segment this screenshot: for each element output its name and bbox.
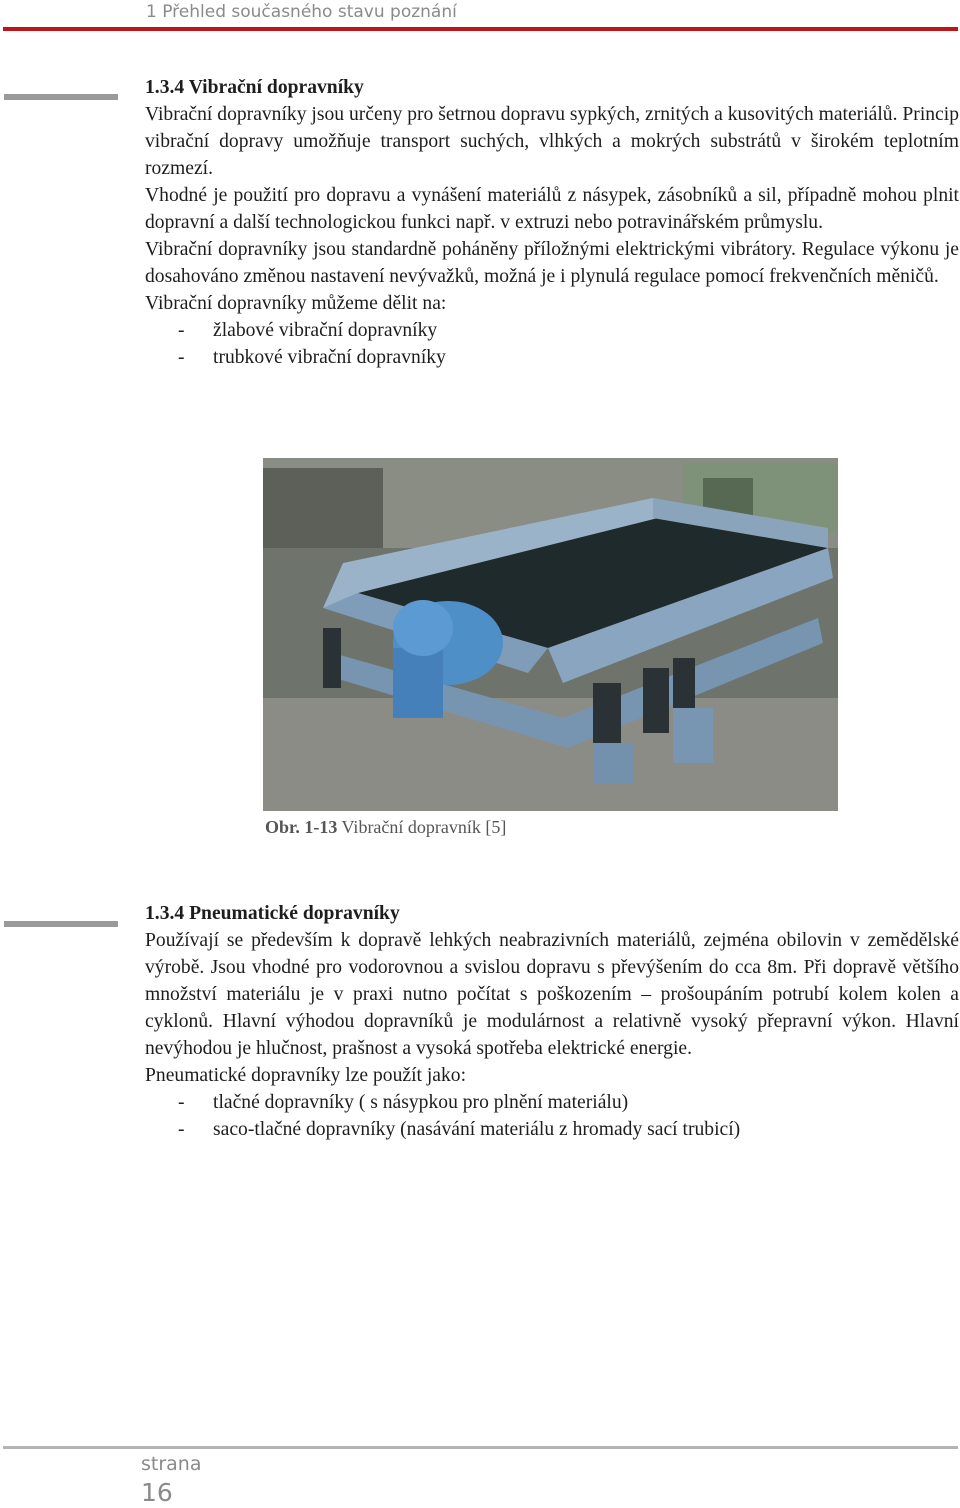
section-marker bbox=[4, 921, 118, 927]
dash-marker: - bbox=[178, 1119, 185, 1140]
dash-marker: - bbox=[178, 320, 185, 341]
page-number: 16 bbox=[141, 1478, 173, 1507]
bullet-list bbox=[145, 1089, 959, 1143]
section-heading: 1.3.4 Pneumatické dopravníky bbox=[145, 903, 400, 924]
list-item bbox=[145, 344, 959, 371]
paragraph: Vibrační dopravníky jsou určeny pro šetrnou dopravu sypkých, zrnitých a kusovitých materiálů. Princip vibrační dopravy umožňuje transport suchých, vlhkých a mokrých substrátů v širokém teplotním rozmezí. bbox=[145, 104, 959, 179]
section-heading: 1.3.4 Vibrační dopravníky bbox=[145, 77, 364, 98]
running-header bbox=[146, 0, 457, 24]
page-label: strana bbox=[141, 1453, 202, 1475]
footer-rule bbox=[3, 1446, 958, 1449]
caption-text: Vibrační dopravník [5] bbox=[337, 817, 507, 837]
list-item-text: saco-tlačné dopravníky (nasávání materiálu z hromady sací trubicí) bbox=[213, 1119, 741, 1140]
figure-caption bbox=[265, 815, 506, 839]
paragraph: Používají se především k dopravě lehkých neabrazivních materiálů, zejména obilovin v zemědělské výrobě. Jsou vhodné pro vodorovnou a svislou dopravu s převýšením do cca 8m. Při dopravě většího množství materiálu je v praxi nutno počítat s poškozením – prošoupáním potrubí kolem kolen a cyklonů. Hlavní výhodou dopravníků je modulárnost a relativně vysoký přepravní výkon. Hlavní nevýhodou je hlučnost, prašnost a vysoká spotřeba elektrické energie. bbox=[145, 930, 959, 1059]
list-item bbox=[145, 317, 959, 344]
paragraph: Vhodné je použití pro dopravu a vynášení materiálů z násypek, zásobníků a sil, případně mohou plnit dopravní a další technologickou funkci např. v extruzi nebo potravinářském průmyslu. bbox=[145, 185, 959, 233]
section-vibration-conveyors bbox=[145, 74, 959, 371]
list-item-text: tlačné dopravníky ( s násypkou pro plnění materiálu) bbox=[213, 1092, 629, 1113]
dash-marker: - bbox=[178, 347, 185, 368]
header-rule bbox=[3, 27, 958, 31]
list-item-text: trubkové vibrační dopravníky bbox=[213, 347, 446, 368]
caption-label: Obr. 1-13 bbox=[265, 817, 338, 837]
chapter-title: 1 Přehled současného stavu poznání bbox=[146, 2, 457, 22]
paragraph: Vibrační dopravníky můžeme dělit na: bbox=[145, 293, 447, 314]
bullet-list bbox=[145, 317, 959, 371]
paragraph: Vibrační dopravníky jsou standardně poháněny příložnými elektrickými vibrátory. Regulace výkonu je dosahováno změnou nastavení nevývažků, možná je i plynulá regulace pomocí frekvenčních měničů. bbox=[145, 239, 959, 287]
dash-marker: - bbox=[178, 1092, 185, 1113]
section-pneumatic-conveyors bbox=[145, 900, 959, 1143]
list-item bbox=[145, 1089, 959, 1116]
conveyor-illustration bbox=[263, 458, 838, 811]
list-item bbox=[145, 1116, 959, 1143]
paragraph: Pneumatické dopravníky lze použít jako: bbox=[145, 1065, 467, 1086]
section-marker bbox=[4, 94, 118, 100]
list-item-text: žlabové vibrační dopravníky bbox=[213, 320, 438, 341]
vibration-conveyor-photo bbox=[263, 458, 838, 811]
